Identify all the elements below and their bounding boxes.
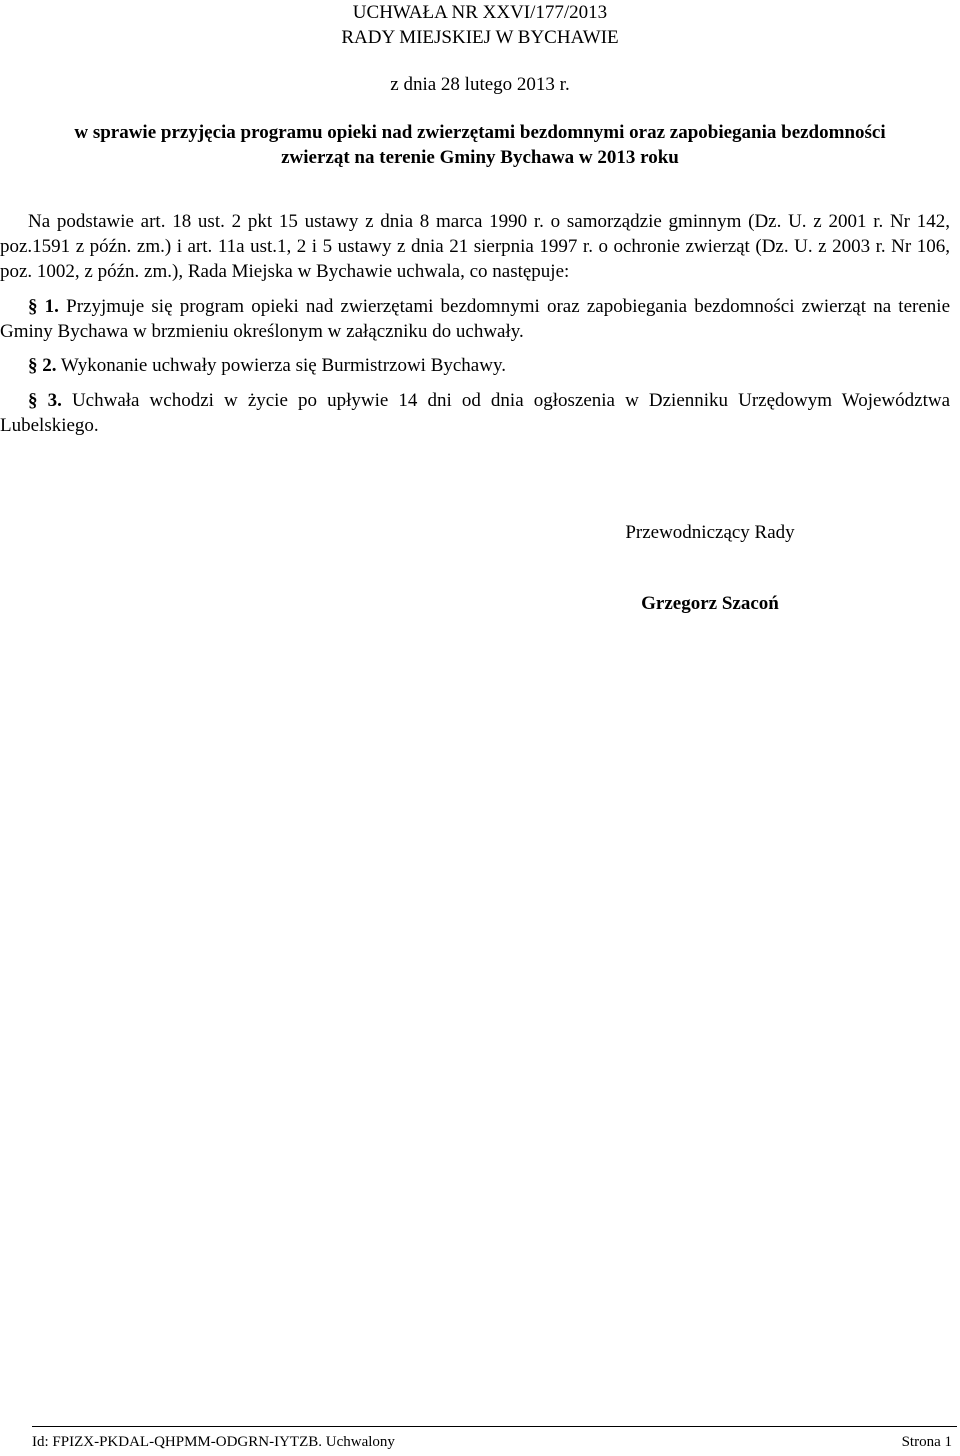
signatory-role: Przewodniczący Rady xyxy=(625,522,795,543)
paragraph-2 xyxy=(0,353,950,378)
resolution-subject xyxy=(0,120,960,170)
subject-line-2: zwierząt na terenie Gminy Bychawa w 2013 roku xyxy=(281,147,679,168)
signatory-name: Grzegorz Szacoń xyxy=(641,593,779,614)
footer-divider xyxy=(32,1426,957,1427)
paragraph-1-text: Przyjmuje się program opieki nad zwierzętami bezdomnymi oraz zapobiegania bezdomności zwierząt na terenie Gminy Bychawa w brzmieniu określonym w załączniku do uchwały. xyxy=(0,296,950,342)
resolution-date: z dnia 28 lutego 2013 r. xyxy=(390,74,570,95)
paragraph-3 xyxy=(0,388,950,438)
paragraph-3-text: Uchwała wchodzi w życie po upływie 14 dni od dnia ogłoszenia w Dzienniku Urzędowym Województwa Lubelskiego. xyxy=(0,390,950,436)
paragraph-2-number: § 2. xyxy=(28,355,57,376)
council-name: RADY MIEJSKIEJ W BYCHAWIE xyxy=(341,27,619,48)
page-number: Strona 1 xyxy=(901,1434,952,1450)
paragraph-3-number: § 3. xyxy=(28,390,62,411)
page-footer xyxy=(32,1432,952,1452)
preamble-text: Na podstawie art. 18 ust. 2 pkt 15 ustawy z dnia 8 marca 1990 r. o samorządzie gminnym (Dz. U. z 2001 r. Nr 142, poz.1591 z późn. zm.) i art. 11a ust.1, 2 i 5 ustawy z dnia 21 sierpnia 1997 r. o ochronie zwierząt (Dz. U. z 2003 r. Nr 106, poz. 1002, z późn. zm.), Rada Miejska w Bychawie uchwala, co następuje: xyxy=(0,211,950,282)
subject-line-1: w sprawie przyjęcia programu opieki nad zwierzętami bezdomnymi oraz zapobiegania bezdomności xyxy=(74,122,886,143)
paragraph-2-text: Wykonanie uchwały powierza się Burmistrzowi Bychawy. xyxy=(60,355,506,376)
paragraph-1 xyxy=(0,294,950,344)
resolution-number: UCHWAŁA NR XXVI/177/2013 xyxy=(352,2,608,23)
resolution-title xyxy=(0,0,960,50)
legal-basis-preamble xyxy=(0,209,950,284)
paragraph-1-number: § 1. xyxy=(28,296,59,317)
document-id: Id: FPIZX-PKDAL-QHPMM-ODGRN-IYTZB. Uchwalony xyxy=(32,1434,395,1450)
